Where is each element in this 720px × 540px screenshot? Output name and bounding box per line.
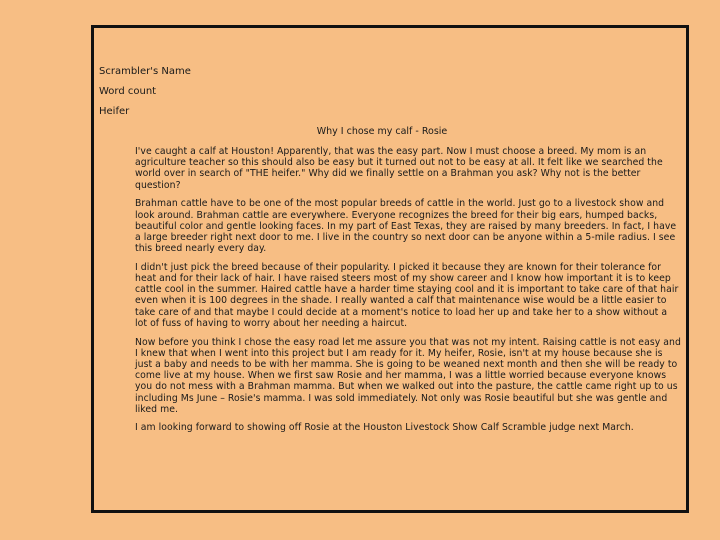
essay-title: Why I chose my calf - Rosie <box>316 126 448 137</box>
essay-paragraph: I didn't just pick the breed because of their popularity. I picked it because they are known for their tolerance for heat and for their lack of hair. I have raised steers most of my show career and I know how important it is to keep cattle cool in the summer. Haired cattle have a harder time staying cool and it is important to take care of that hair even when it is 100 degrees in the shade. I really wanted a calf that maintenance wise would be a little easier to take care of and that maybe I could decide at a moment's notice to load her up and take her to a show without a lot of fuss of having to worry about her needing a haircut. <box>135 261 679 329</box>
essay-paragraph: I am looking forward to showing off Rosie at the Houston Livestock Show Calf Scramble judge next March. <box>135 422 634 434</box>
scramblers-name-label: Scrambler's Name <box>99 66 191 77</box>
essay-paragraph: I've caught a calf at Houston! Apparently, that was the easy part. Now I must choose a breed. My mom is an agriculture teacher so this should also be easy but it turned out not to be easy at all. It felt like we searched the world over in search of "THE heifer." Why did we finally settle on a Brahman you ask? Why not is the better question? <box>135 146 663 191</box>
essay-paragraph: Brahman cattle have to be one of the most popular breeds of cattle in the world. Just go to a livestock show and look around. Brahman cattle are everywhere. Everyone recognizes the breed for their big ears, humped backs, beautiful color and gentle looking faces. In my part of East Texas, they are raised by many breeders. In fact, I have a large breeder right next door to me. I live in the country so next door can be anyone within a 5-mile radius. I see this breed nearly every day. <box>135 198 677 255</box>
essay-paragraph: Now before you think I chose the easy road let me assure you that was not my intent. Raising cattle is not easy and I knew that when I went into this project but I am ready for it. My heifer, Rosie, isn't at my house because she is just a baby and needs to be with her mamma. She is going to be weaned next month and then she will be ready to come live at my house. When we first saw Rosie and her mamma, I was a little worried because everyone knows you do not mess with a Brahman mamma. But when we walked out into the pasture, the cattle came right up to us including Ms June – Rosie's mamma. I was sold immediately. Not only was Rosie beautiful but she was gentle and liked me. <box>135 336 681 415</box>
essay-body <box>135 146 681 441</box>
word-count-label: Word count <box>99 86 157 97</box>
heifer-label: Heifer <box>99 106 130 117</box>
